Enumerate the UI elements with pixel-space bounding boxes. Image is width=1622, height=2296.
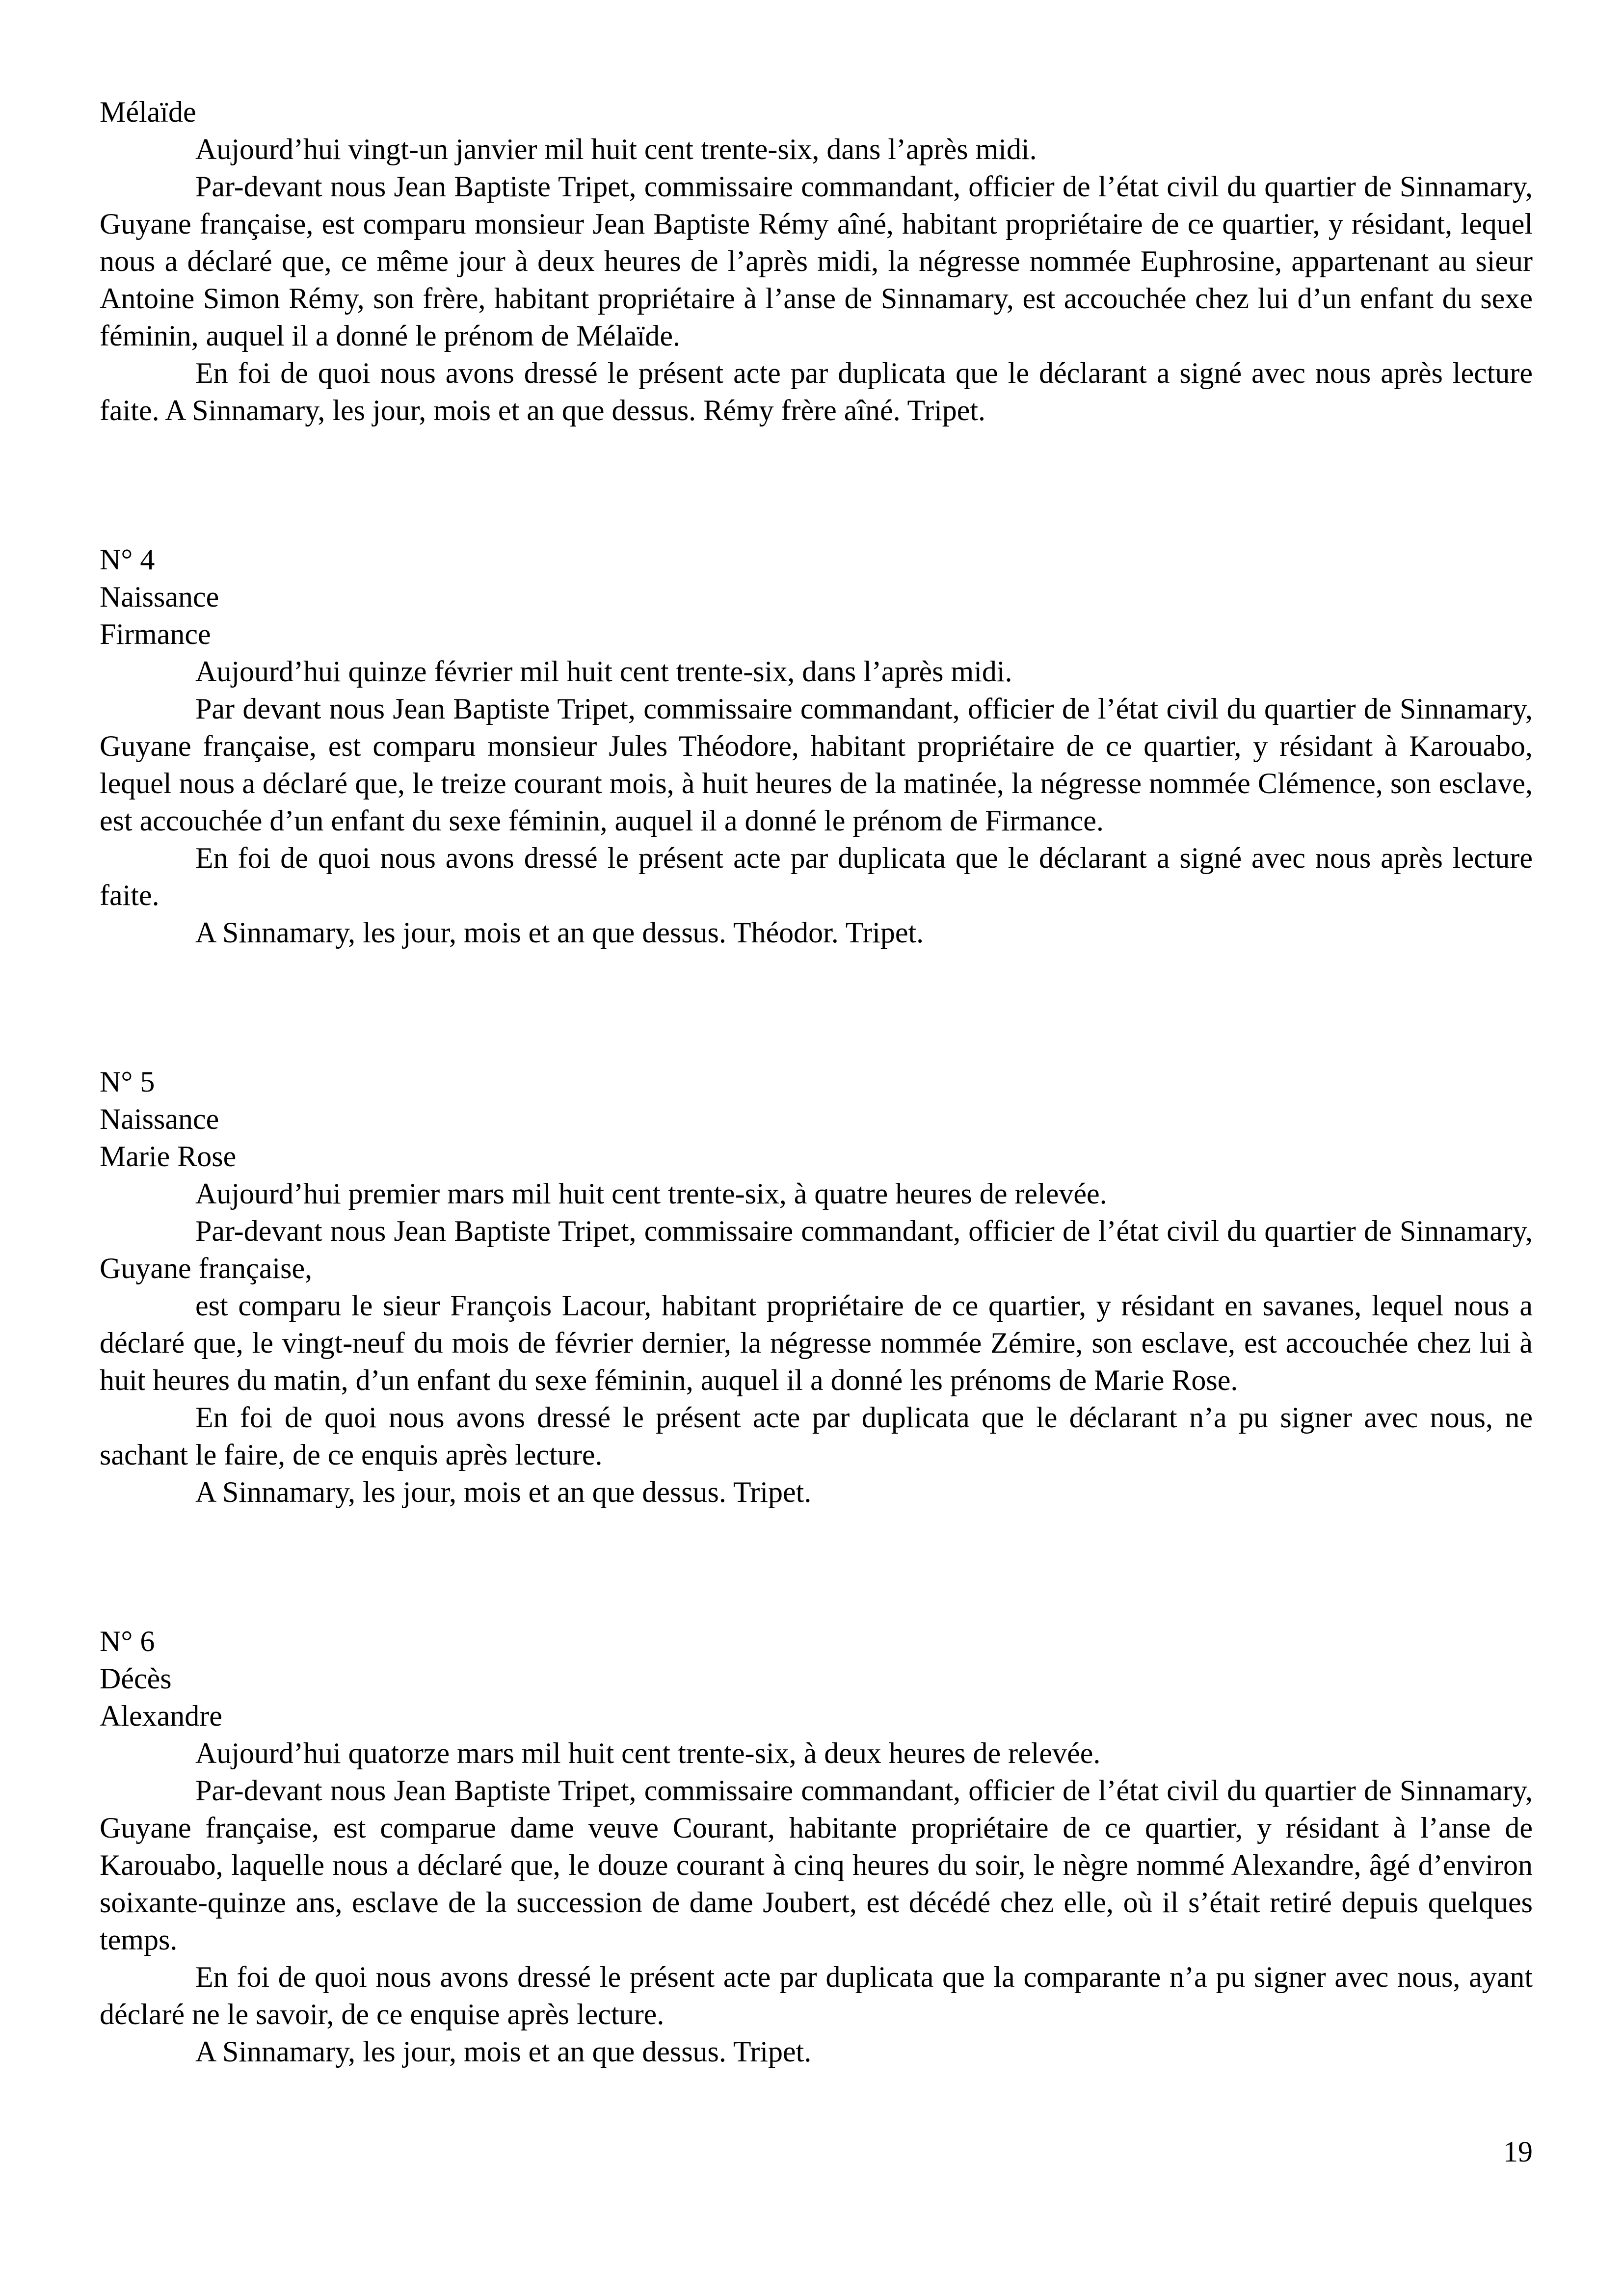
record-paragraph: A Sinnamary, les jour, mois et an que dessus. Théodor. Tripet. — [195, 916, 924, 949]
page-content — [100, 93, 1533, 2070]
record-paragraph: A Sinnamary, les jour, mois et an que dessus. Tripet. — [195, 2035, 812, 2068]
record-paragraph: Par devant nous Jean Baptiste Tripet, commissaire commandant, officier de l’état civil du quartier de Sinnamary, Guyane française, est comparu monsieur Jules Théodore, habitant propriétaire de ce quartier, y résidant à Karouabo, lequel nous a déclaré que, le treize courant mois, à huit heures de la matinée, la négresse nommée Clémence, son esclave, est accouchée d’un enfant du sexe féminin, auquel il a donné le prénom de Firmance. — [100, 693, 1533, 837]
record-6 — [100, 1623, 1533, 2070]
record-4 — [100, 541, 1533, 951]
record-paragraph: Par-devant nous Jean Baptiste Tripet, commissaire commandant, officier de l’état civil du quartier de Sinnamary, Guyane française, est comparue dame veuve Courant, habitante propriétaire de ce quartier, y résidant à l’anse de Karouabo, laquelle nous a déclaré que, le douze courant à cinq heures du soir, le nègre nommé Alexandre, âgé d’environ soixante-quinze ans, esclave de la succession de dame Joubert, est décédé chez elle, où il s’était retiré depuis quelques temps. — [100, 1774, 1533, 1956]
record-number: N° 5 — [100, 1066, 155, 1098]
record-type: Naissance — [100, 581, 219, 613]
record-number: N° 6 — [100, 1625, 155, 1657]
record-melaide — [100, 93, 1533, 429]
record-paragraph: Aujourd’hui quinze février mil huit cent trente-six, dans l’après midi. — [195, 655, 1012, 688]
record-paragraph: A Sinnamary, les jour, mois et an que dessus. Tripet. — [195, 1476, 812, 1508]
record-5 — [100, 1063, 1533, 1511]
record-paragraph: Aujourd’hui quatorze mars mil huit cent trente-six, à deux heures de relevée. — [195, 1737, 1101, 1769]
record-name: Firmance — [100, 618, 211, 650]
record-paragraph: En foi de quoi nous avons dressé le présent acte par duplicata que le déclarant a signé avec nous après lecture faite. A Sinnamary, les jour, mois et an que dessus. Rémy frère aîné. Tripet. — [100, 357, 1533, 427]
record-paragraph: En foi de quoi nous avons dressé le présent acte par duplicata que le déclarant n’a pu signer avec nous, ne sachant le faire, de ce enquis après lecture. — [100, 1401, 1533, 1471]
record-paragraph: Par-devant nous Jean Baptiste Tripet, commissaire commandant, officier de l’état civil du quartier de Sinnamary, Guyane française, est comparu monsieur Jean Baptiste Rémy aîné, habitant propriétaire de ce quartier, y résidant, lequel nous a déclaré que, ce même jour à deux heures de l’après midi, la négresse nommée Euphrosine, appartenant au sieur Antoine Simon Rémy, son frère, habitant propriétaire à l’anse de Sinnamary, est accouchée chez lui d’un enfant du sexe féminin, auquel il a donné le prénom de Mélaïde. — [100, 170, 1533, 352]
page-number: 19 — [1503, 2136, 1533, 2168]
record-type: Naissance — [100, 1103, 219, 1135]
record-paragraph: En foi de quoi nous avons dressé le présent acte par duplicata que la comparante n’a pu signer avec nous, ayant déclaré ne le savoir, de ce enquise après lecture. — [100, 1961, 1533, 2030]
record-name: Marie Rose — [100, 1140, 237, 1173]
record-paragraph: Par-devant nous Jean Baptiste Tripet, commissaire commandant, officier de l’état civil du quartier de Sinnamary, Guyane française, — [100, 1215, 1533, 1284]
record-paragraph: Aujourd’hui premier mars mil huit cent trente-six, à quatre heures de relevée. — [195, 1177, 1107, 1210]
record-name: Mélaïde — [100, 96, 196, 128]
record-paragraph: est comparu le sieur François Lacour, habitant propriétaire de ce quartier, y résidant en savanes, lequel nous a déclaré que, le vingt-neuf du mois de février dernier, la négresse nommée Zémire, son esclave, est accouchée chez lui à huit heures du matin, d’un enfant du sexe féminin, auquel il a donné les prénoms de Marie Rose. — [100, 1289, 1533, 1396]
record-name: Alexandre — [100, 1700, 222, 1732]
record-paragraph: Aujourd’hui vingt-un janvier mil huit cent trente-six, dans l’après midi. — [195, 133, 1037, 165]
record-paragraph: En foi de quoi nous avons dressé le présent acte par duplicata que le déclarant a signé avec nous après lecture faite. — [100, 842, 1533, 911]
record-type: Décès — [100, 1662, 172, 1695]
record-number: N° 4 — [100, 543, 155, 576]
